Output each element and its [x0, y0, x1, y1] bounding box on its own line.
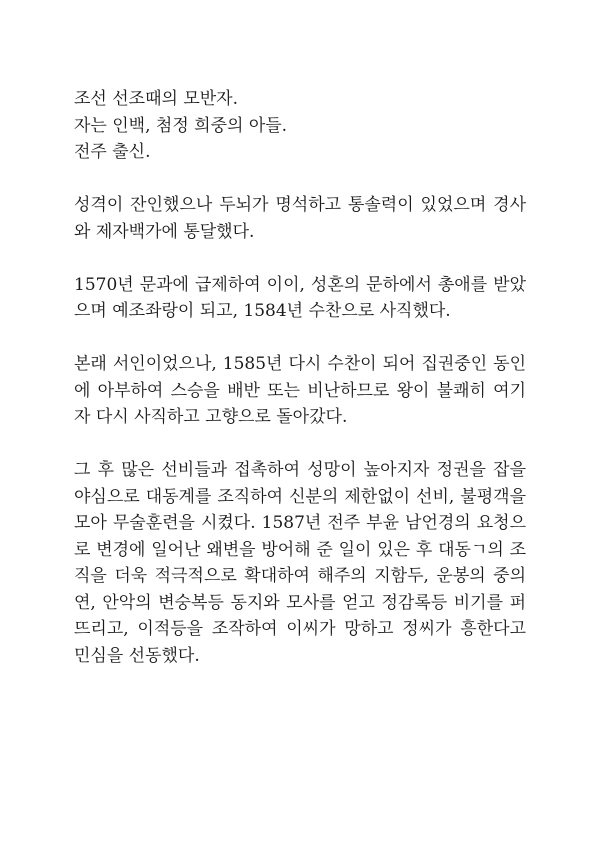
document-body [74, 86, 526, 669]
paragraph-career-1570: 1570년 문과에 급제하여 이이, 성혼의 문하에서 총애를 받았으며 예조좌랑이 되고, 1584년 수찬으로 사직했다. [74, 274, 526, 321]
paragraph-intro: 조선 선조때의 모반자. 자는 인백, 첨정 희중의 아들. 전주 출신. [74, 89, 288, 162]
paragraph-daedonggye: 그 후 많은 선비들과 접촉하여 성망이 높아지자 정권을 잡을 야심으로 대동계를 조직하여 신분의 제한없이 선비, 불평객을 모아 무술훈련을 시켰다. 1587년 전주 부윤 남언경의 요청으로 변경에 일어난 왜변을 방어해 준 일이 있은 후 대동ㄱ의 조직을 더욱 적극적으로 확대하여 해주의 지함두, 운봉의 중의연, 안악의 변숭복등 동지와 모사를 얻고 정감록등 비기를 퍼뜨리고, 이적등을 조작하여 이씨가 망하고 정씨가 흥한다고 민심을 선동했다. [74, 460, 526, 666]
paragraph-career-1585: 본래 서인이었으나, 1585년 다시 수찬이 되어 집권중인 동인에 아부하여 스승을 배반 또는 비난하므로 왕이 불쾌히 여기자 다시 사직하고 고향으로 돌아갔다. [74, 354, 526, 427]
paragraph-personality: 성격이 잔인했으나 두뇌가 명석하고 통솔력이 있었으며 경사와 제자백가에 통달했다. [74, 195, 526, 242]
